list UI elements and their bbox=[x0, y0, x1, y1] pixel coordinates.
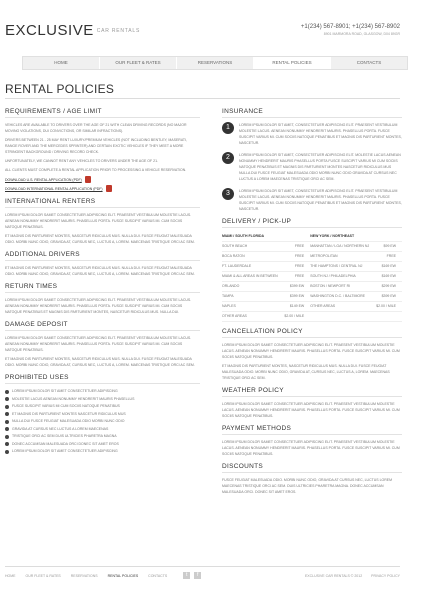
copyright bbox=[305, 574, 400, 578]
download-us-application-link[interactable] bbox=[5, 176, 200, 183]
list-item bbox=[5, 388, 200, 396]
area-cell: THE HAMPTONS / CENTRAL NJ bbox=[310, 262, 374, 272]
table-row bbox=[222, 272, 402, 282]
phone-numbers: +1(234) 567-8901; +1(234) 567-8902 bbox=[300, 24, 400, 30]
twitter-icon[interactable]: t bbox=[183, 572, 190, 579]
price-cell: $399 EW bbox=[282, 282, 310, 292]
table-header-row bbox=[222, 232, 402, 242]
price-cell: $169 EW bbox=[374, 262, 402, 272]
international-text-2: ET MAGNIS DIS PARTURIENT MONTES, NASCETUR RIDICULUS MUS. NULLA DUI. FUSCE FEUGIAT MALESUADA ODIO. MORBI NUNC ODIO, GRAVIDA AT, CURSUS NEC, LUCTUS A, LOREM. MAECENAS TRISTIQUE ORCI AC SEM. bbox=[5, 234, 195, 244]
damage-deposit-heading: DAMAGE DEPOSIT bbox=[5, 321, 200, 331]
bullet-icon bbox=[5, 450, 9, 454]
damage-deposit-text-2: ET MAGNIS DIS PARTURIENT MONTES, NASCETUR RIDICULUS MUS. NULLA DUI. FUSCE FEUGIAT MALESUADA ODIO. MORBI NUNC ODIO, GRAVIDA AT, CURSUS NEC, LUCTUS A, LOREM. MAECENAS TRISTIQUE ORCI AC SEM. bbox=[5, 357, 195, 367]
delivery-table bbox=[222, 232, 402, 322]
list-item-text: GRAVIDA AT CURSUS NEC LUCTUS A LOREM MAECENAS bbox=[12, 426, 109, 431]
bullet-icon bbox=[5, 435, 9, 439]
number-badge: 1 bbox=[222, 122, 234, 134]
delivery-section bbox=[222, 218, 402, 322]
area-cell bbox=[310, 312, 374, 322]
insurance-heading: INSURANCE bbox=[222, 108, 402, 118]
page-title: RENTAL POLICIES bbox=[5, 82, 115, 96]
list-item bbox=[5, 448, 200, 456]
price-cell: $299 EW bbox=[374, 282, 402, 292]
international-text-1: LOREM IPSUM DOLOR SAMET CONSECTETUER ADIPISCING ELIT. PRAESENT VESTIBULUM MOLESTIE LACUS. AENEAN NONUMMY HENDRERIT MAURIS. PHASELLUS PORTA. FUSCE SUSCIPIT VARIUS MI. CUM SOCIIS NATOQUE PENATIBUS. bbox=[5, 213, 192, 229]
requirements-heading: REQUIREMENTS / AGE LIMIT bbox=[5, 108, 200, 118]
area-cell: WASHINGTON D.C. / BALTIMORE bbox=[310, 292, 374, 302]
area-cell: MANHATTAN / LGA / NORTHERN NJ bbox=[310, 242, 374, 252]
insurance-section bbox=[222, 108, 402, 212]
bullet-icon bbox=[5, 420, 9, 424]
area-cell: METROPOLITAN bbox=[310, 252, 374, 262]
list-item bbox=[5, 433, 200, 441]
list-item-text: TRISTIQUE ORCI AC SEM DUIS ULTRICIES PHARETRA MAGNA bbox=[12, 434, 117, 438]
list-item-text: ET MAGNIS DIS PARTURIENT MONTES NASCETUR RIDICULUS MUS bbox=[12, 411, 126, 416]
area-cell: OTHER AREAS bbox=[310, 302, 374, 312]
damage-deposit-section bbox=[5, 321, 200, 368]
requirements-text-4: ALL CLIENTS MUST COMPLETE A RENTAL APPLICATION PRIOR TO PROCESSING A VEHICLE RESERVATION. bbox=[5, 168, 187, 172]
title-divider bbox=[5, 98, 400, 99]
additional-drivers-heading: ADDITIONAL DRIVERS bbox=[5, 251, 200, 261]
right-column bbox=[222, 108, 402, 501]
social-links bbox=[183, 572, 201, 579]
area-cell: BOCA RATON bbox=[222, 252, 282, 262]
logo-text: EXCLUSIVE bbox=[5, 22, 94, 39]
price-cell: FREE bbox=[282, 262, 310, 272]
discounts-text: FUSCE FEUGIAT MALESUADA ODIO. MORBI NUNC ODIO, GRAVIDA AT CURSUS NEC, LUCTUS LOREM MAECENAS TRISTIQUE ORCI AC SEM. DUIS ULTRICIES PHARETRA MAGNA. DONEC ACCUMSAN MALESUADA ORCI. DONEC SIT AMET EROS. bbox=[222, 478, 393, 494]
discounts-section bbox=[222, 463, 402, 495]
main-nav bbox=[22, 56, 408, 70]
bullet-icon bbox=[5, 412, 9, 416]
nav-home[interactable]: HOME bbox=[23, 57, 100, 69]
nav-rental-policies[interactable]: RENTAL POLICIES bbox=[254, 57, 331, 69]
nav-fleet-rates[interactable]: OUR FLEET & RATES bbox=[100, 57, 177, 69]
price-cell bbox=[374, 312, 402, 322]
area-cell: MIAMI & ALL AREAS IN BETWEEN bbox=[222, 272, 282, 282]
list-item bbox=[5, 426, 200, 434]
table-row bbox=[222, 242, 402, 252]
bullet-icon bbox=[5, 397, 9, 401]
damage-deposit-text-1: LOREM IPSUM DOLOR SAMET CONSECTETUER ADIPISCING ELIT. PRAESENT VESTIBULUM MOLESTIE LACUS. AENEAN NONUMMY HENDRERIT MAURIS. PHASELLUS PORTA. FUSCE SUSCIPIT VARIUS MI. CUM SOCIIS NATOQUE PENATIBUS. bbox=[5, 336, 192, 352]
number-badge: 3 bbox=[222, 188, 234, 200]
footer-nav-fleet-rates[interactable]: OUR FLEET & RATES bbox=[25, 573, 61, 578]
address: 8901 MARMORA ROAD, GLASGOW, D04 89GR bbox=[323, 32, 400, 36]
contact-info bbox=[301, 24, 400, 36]
privacy-link[interactable]: PRIVACY POLICY bbox=[371, 573, 400, 578]
cancellation-heading: CANCELLATION POLICY bbox=[222, 328, 402, 338]
return-times-heading: RETURN TIMES bbox=[5, 283, 200, 293]
bullet-icon bbox=[5, 405, 9, 409]
price-cell: FREE bbox=[282, 272, 310, 282]
logo[interactable] bbox=[5, 22, 140, 39]
area-cell: SOUTH BEACH bbox=[222, 242, 282, 252]
insurance-item bbox=[222, 188, 402, 212]
price-cell: $99 EW bbox=[374, 242, 402, 252]
payment-heading: PAYMENT METHODS bbox=[222, 425, 402, 435]
price-cell: FREE bbox=[374, 252, 402, 262]
prohibited-uses-section bbox=[5, 374, 200, 456]
table-row bbox=[222, 302, 402, 312]
area-cell: SOUTH NJ / PHILADELPHIA bbox=[310, 272, 374, 282]
table-row bbox=[222, 252, 402, 262]
price-cell: $399 EW bbox=[374, 292, 402, 302]
column-header-miami: MIAMI / SOUTH FLORIDA bbox=[222, 232, 310, 242]
insurance-item-text: LOREM IPSUM DOLOR SIT AMET, CONSECTETUER ADIPISCING ELIT. PRAESENT VESTIBULUM MOLESTIE LACUS. AENEAN NONUMMY HENDRERIT MAURIS. PHASELLUS PORTA. FUSCE SUSCIPIT VARIUS MI. CUM SOCIIS NATOQUE PENATIBUS ET MAGNIS DIS PARTURIENT MONTES, NASCETUR. bbox=[239, 123, 402, 145]
footer-nav bbox=[5, 574, 167, 578]
area-cell: FT. LAUDERDALE bbox=[222, 262, 282, 272]
insurance-item-text: LOREM IPSUM DOLOR SIT AMET, CONSECTETUER ADIPISCING ELIT. PRAESENT VESTIBULUM MOLESTIE LACUS. AENEAN NONUMMY HENDRERIT MAURIS. PHASELLUS PORTA. FUSCE SUSCIPIT VARIUS MI. CUM SOCIIS NATOQUE PENATIBUS ET MAGNIS DIS PARTURIENT MONTES, NASCETUR. bbox=[239, 189, 402, 211]
table-row bbox=[222, 292, 402, 302]
area-cell: TAMPA bbox=[222, 292, 282, 302]
list-item-text: NULLA DUI FUSCE FEUGIAT MALESUADA ODIO MORBI NUNC ODIO bbox=[12, 419, 125, 423]
list-item bbox=[5, 411, 200, 419]
list-item-text: DONEC ACCUMSAN MALESUADA ORCI DONEC SIT AMET EROS bbox=[12, 441, 119, 446]
insurance-item bbox=[222, 122, 402, 146]
bullet-icon bbox=[5, 390, 9, 394]
list-item-text: LOREM IPSUM DOLOR SIT AMET CONSECTETUER ADIPISCING bbox=[12, 449, 118, 453]
list-item-text: MOLESTIE LACUS AENEAN NONUMMY HENDRERIT MAURIS PHASELLUS bbox=[12, 396, 135, 401]
return-times-section bbox=[5, 283, 200, 315]
payment-text: LOREM IPSUM DOLOR SAMET CONSECTETUER ADIPISCING ELIT. PRAESENT VESTIBULUM MOLESTIE LACUS. AENEAN NONUMMY HENDRERIT MAURIS. PHASELLUS PORTA. FUSCE SUSCIPIT VARIUS MI. CUM SOCIIS NATOQUE PENATIBUS. bbox=[222, 440, 400, 456]
column-header-new-york: NEW YORK / NORTHEAST bbox=[310, 232, 402, 242]
requirements-text-2: DRIVERS BETWEEN 21 - 25 MAY RENT LUXURY/PREMIUM VEHICLES (NOT INCLUDING BENTLEY, MASERATI, RANGE ROVER AND THE MERCEDES SPRINTER) AND CERTAIN EXOTIC VEHICLES IF THEY MEET A MORE STRINGENT BACKGROUND / DRIVING RECORD CHECK. bbox=[5, 138, 187, 154]
additional-drivers-text: ET MAGNIS DIS PARTURIENT MONTES, NASCETUR RIDICULUS MUS. NULLA DUI. FUSCE FEUGIAT MALESUADA ODIO. MORBI NUNC ODIO, GRAVIDA AT, CURSUS NEC, LUCTUS A, LOREM. MAECENAS TRISTIQUE ORCI AC SEM. bbox=[5, 266, 195, 276]
return-times-text: LOREM IPSUM DOLOR SAMET CONSECTETUER ADIPISCING ELIT. PRAESENT VESTIBULUM MOLESTIE LACUS. AENEAN NONUMMY HENDRERIT MAURIS. PHASELLUS PORTA. FUSCE SUSCIPIT VARIUS MI. CUM SOCIIS NATOQUE PENATIBUS ET MAGNIS DIS PARTURIENT MONTES, NASCETUR RIDICULUS MUS. NULLA DUI. bbox=[5, 298, 192, 314]
area-cell: NAPLES bbox=[222, 302, 282, 312]
cancellation-section bbox=[222, 328, 402, 381]
weather-text: LOREM IPSUM DOLOR SAMET CONSECTETUER ADIPISCING ELIT. PRAESENT VESTIBULUM MOLESTIE LACUS. AENEAN NONUMMY HENDRERIT MAURIS. PHASELLUS PORTA. FUSCE SUSCIPIT VARIUS MI. CUM SOCIIS NATOQUE PENATIBUS. bbox=[222, 402, 400, 418]
download-us-label: DOWNLOAD U.S. RENTAL APPLICATION (PDF) bbox=[5, 177, 82, 182]
price-cell: $399 EW bbox=[282, 292, 310, 302]
bullet-icon bbox=[5, 427, 9, 431]
table-row bbox=[222, 282, 402, 292]
footer bbox=[5, 566, 400, 579]
table-row bbox=[222, 312, 402, 322]
pdf-icon bbox=[85, 176, 91, 183]
list-item bbox=[5, 441, 200, 449]
discounts-heading: DISCOUNTS bbox=[222, 463, 402, 473]
list-item bbox=[5, 418, 200, 426]
area-cell: ORLANDO bbox=[222, 282, 282, 292]
cancellation-text-2: ET MAGNIS DIS PARTURIENT MONTES, NASCETUR RIDICULUS MUS. NULLA DUI. FUSCE FEUGIAT MALESUADA ODIO. MORBI NUNC ODIO, GRAVIDA AT, CURSUS NEC, LUCTUS A, LOREM. MAECENAS TRISTIQUE ORCI AC SEM. bbox=[222, 364, 390, 380]
price-cell: $149 EW bbox=[282, 302, 310, 312]
cancellation-text-1: LOREM IPSUM DOLOR SAMET CONSECTETUER ADIPISCING ELIT. PRAESENT VESTIBULUM MOLESTIE LACUS. AENEAN NONUMMY HENDRERIT MAURIS. PHASELLUS PORTA. FUSCE SUSCIPIT VARIUS MI. CUM SOCIIS NATOQUE PENATIBUS. bbox=[222, 343, 400, 359]
area-cell: BOSTON / NEWPORT RI bbox=[310, 282, 374, 292]
prohibited-uses-heading: PROHIBITED USES bbox=[5, 374, 200, 384]
price-cell: FREE bbox=[282, 242, 310, 252]
requirements-section bbox=[5, 108, 200, 192]
facebook-icon[interactable]: f bbox=[194, 572, 201, 579]
copyright-text: EXCLUSIVE CAR RENTALS © 2012 bbox=[304, 573, 363, 578]
logo-subtitle: CAR RENTALS bbox=[96, 28, 141, 35]
footer-nav-rental-policies[interactable]: RENTAL POLICIES bbox=[107, 573, 139, 578]
list-item bbox=[5, 396, 200, 404]
additional-drivers-section bbox=[5, 251, 200, 277]
price-cell: $2.00 / MILE bbox=[374, 302, 402, 312]
requirements-text-3: UNFORTUNATELY, WE CANNOT RENT ANY VEHICLES TO DRIVERS UNDER THE AGE OF 21. bbox=[5, 159, 158, 163]
price-cell: FREE bbox=[282, 252, 310, 262]
payment-section bbox=[222, 425, 402, 457]
download-international-application-link[interactable] bbox=[5, 185, 200, 192]
weather-section bbox=[222, 387, 402, 419]
price-cell: $169 EW bbox=[374, 272, 402, 282]
number-badge: 2 bbox=[222, 152, 234, 164]
nav-contacts[interactable]: CONTACTS bbox=[356, 60, 382, 65]
insurance-item-text: LOREM IPSUM DOLOR SIT AMET, CONSECTETUER ADIPISCING ELIT. MOLESTIE LACUS AENEAN NONUMMY HENDRERIT MAURIS PHASELLUS PORTA FUSCE SUSCIPIT VARIUS MI CUM SOCIIS NATOQUE PENATIBUS ET MAGNIS DIS PARTURIENT MONTES NASCETUR RIDICULUS MUS NULLA DUI FUSCE FEUGIAT MALESUADA ODIO MORBI NUNC ODIO GRAVIDA AT CURSUS NEC LUCTUS A LOREM MAECENAS TRISTIQUE ORCI AC SEM. bbox=[239, 153, 401, 181]
requirements-text-1: VEHICLES ARE AVAILABLE TO DRIVERS OVER THE AGE OF 21 WITH CLEAN DRIVING RECORDS (NO MAJOR MOVING VIOLATIONS, DUI CONVICTIONS, OR SIMILAR INFRACTIONS). bbox=[5, 123, 187, 133]
footer-nav-contacts[interactable]: CONTACTS bbox=[148, 573, 168, 578]
pdf-icon bbox=[106, 185, 112, 192]
area-cell: OTHER AREAS bbox=[222, 312, 282, 322]
bullet-icon bbox=[5, 442, 9, 446]
international-heading: INTERNATIONAL RENTERS bbox=[5, 198, 200, 208]
footer-nav-home[interactable]: HOME bbox=[5, 573, 16, 578]
international-section bbox=[5, 198, 200, 245]
delivery-heading: DELIVERY / PICK-UP bbox=[222, 218, 402, 228]
insurance-item bbox=[222, 152, 402, 182]
list-item-text: LOREM IPSUM DOLOR SIT AMET CONSECTETUER ADIPISCING bbox=[12, 389, 118, 393]
download-international-label: DOWNLOAD INTERNATIONAL RENTAL APPLICATION (PDF) bbox=[5, 186, 103, 191]
prohibited-uses-list bbox=[5, 388, 200, 456]
nav-reservations[interactable]: RESERVATIONS bbox=[177, 57, 254, 69]
list-item-text: FUSCE SUSCIPIT VARIUS MI CUM SOCIIS NATOQUE PENATIBUS bbox=[12, 404, 120, 408]
footer-nav-reservations[interactable]: RESERVATIONS bbox=[70, 573, 98, 578]
left-column bbox=[5, 108, 200, 462]
header bbox=[0, 0, 430, 52]
price-cell: $2.00 / MILE bbox=[282, 312, 310, 322]
table-row bbox=[222, 262, 402, 272]
weather-heading: WEATHER POLICY bbox=[222, 387, 402, 397]
list-item bbox=[5, 403, 200, 411]
